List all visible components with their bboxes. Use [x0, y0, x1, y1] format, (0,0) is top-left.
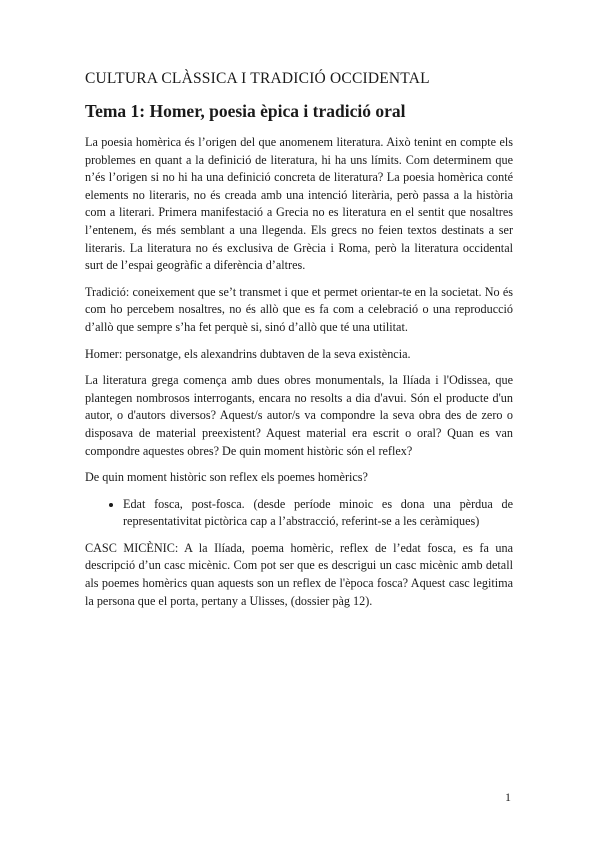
paragraph-homer: Homer: personatge, els alexandrins dubtaven de la seva existència.: [85, 346, 411, 361]
document-page: [85, 70, 513, 619]
paragraph-tradition: Tradició: coneixement que se’t transmet i que et permet orientar-te en la societat. No és com ho percebem nosaltres, no és allò que es fa com a celebració o una reproducció d’allò que sempre s’ha fet perquè si, sinó d’allò que té una utilitat.: [85, 284, 513, 334]
paragraph-historical-moment: De quin moment històric son reflex els poemes homèrics?: [85, 470, 368, 485]
paragraph-mycenaean-helmet: CASC MICÈNIC: A la Ilíada, poema homèric, reflex de l’edat fosca, es fa una descripció d’un casc micènic. Com pot ser que es descrigui un casc micènic amb detall als poemes homèrics quan aquests son un reflex de l'època fosca? Aquest casc legitima la persona que el porta, pertany a Ulisses, (dossier pàg 12).: [85, 540, 513, 608]
paragraph-greek-literature: La literatura grega comença amb dues obres monumentals, la Ilíada i l'Odissea, que plantegen nombrosos interrogants, encara no resolts a dia d'avui. Són el producte d'un autor, o d'autors diversos? Aquest/s autor/s va compondre la seva obra des de zero o disposava de material preexistent? Aquest material era escrit o oral? Quan es van compondre aquestes obres? De quin moment històric són el reflex?: [85, 373, 513, 458]
page-number: 1: [505, 790, 511, 804]
list-item: • Edat fosca, post-fosca. (desde període minoic es dona una pèrdua de representativitat pictòrica cap a l’abstracció, referint-se a les ceràmiques): [123, 496, 513, 531]
chapter-title: Tema 1: Homer, poesia èpica i tradició oral: [85, 101, 406, 121]
document-title: CULTURA CLÀSSICA I TRADICIÓ OCCIDENTAL: [85, 70, 430, 87]
paragraph-literature-origin: La poesia homèrica és l’origen del que anomenem literatura. Això tenint en compte els problemes en quant a la definició de literatura, hi ha uns límits. Com determinem que n’és l’origen si no hi ha una definició concreta de literatura? La poesia homèrica conté elements no literaris, no és creada amb una intenció literària, però passa a la història com a literari. Primera manifestació a Grecia no es literatura en el sentit que nosaltres l’entenem, és més semblant a una llegenda. Els grecs no feien textos destinats a ser literaris. La literatura no és exclusiva de Grècia i Roma, però la literatura occidental surt de l’espai geogràfic a diferència d’altres.: [85, 135, 513, 273]
bullet-list: [85, 496, 513, 531]
